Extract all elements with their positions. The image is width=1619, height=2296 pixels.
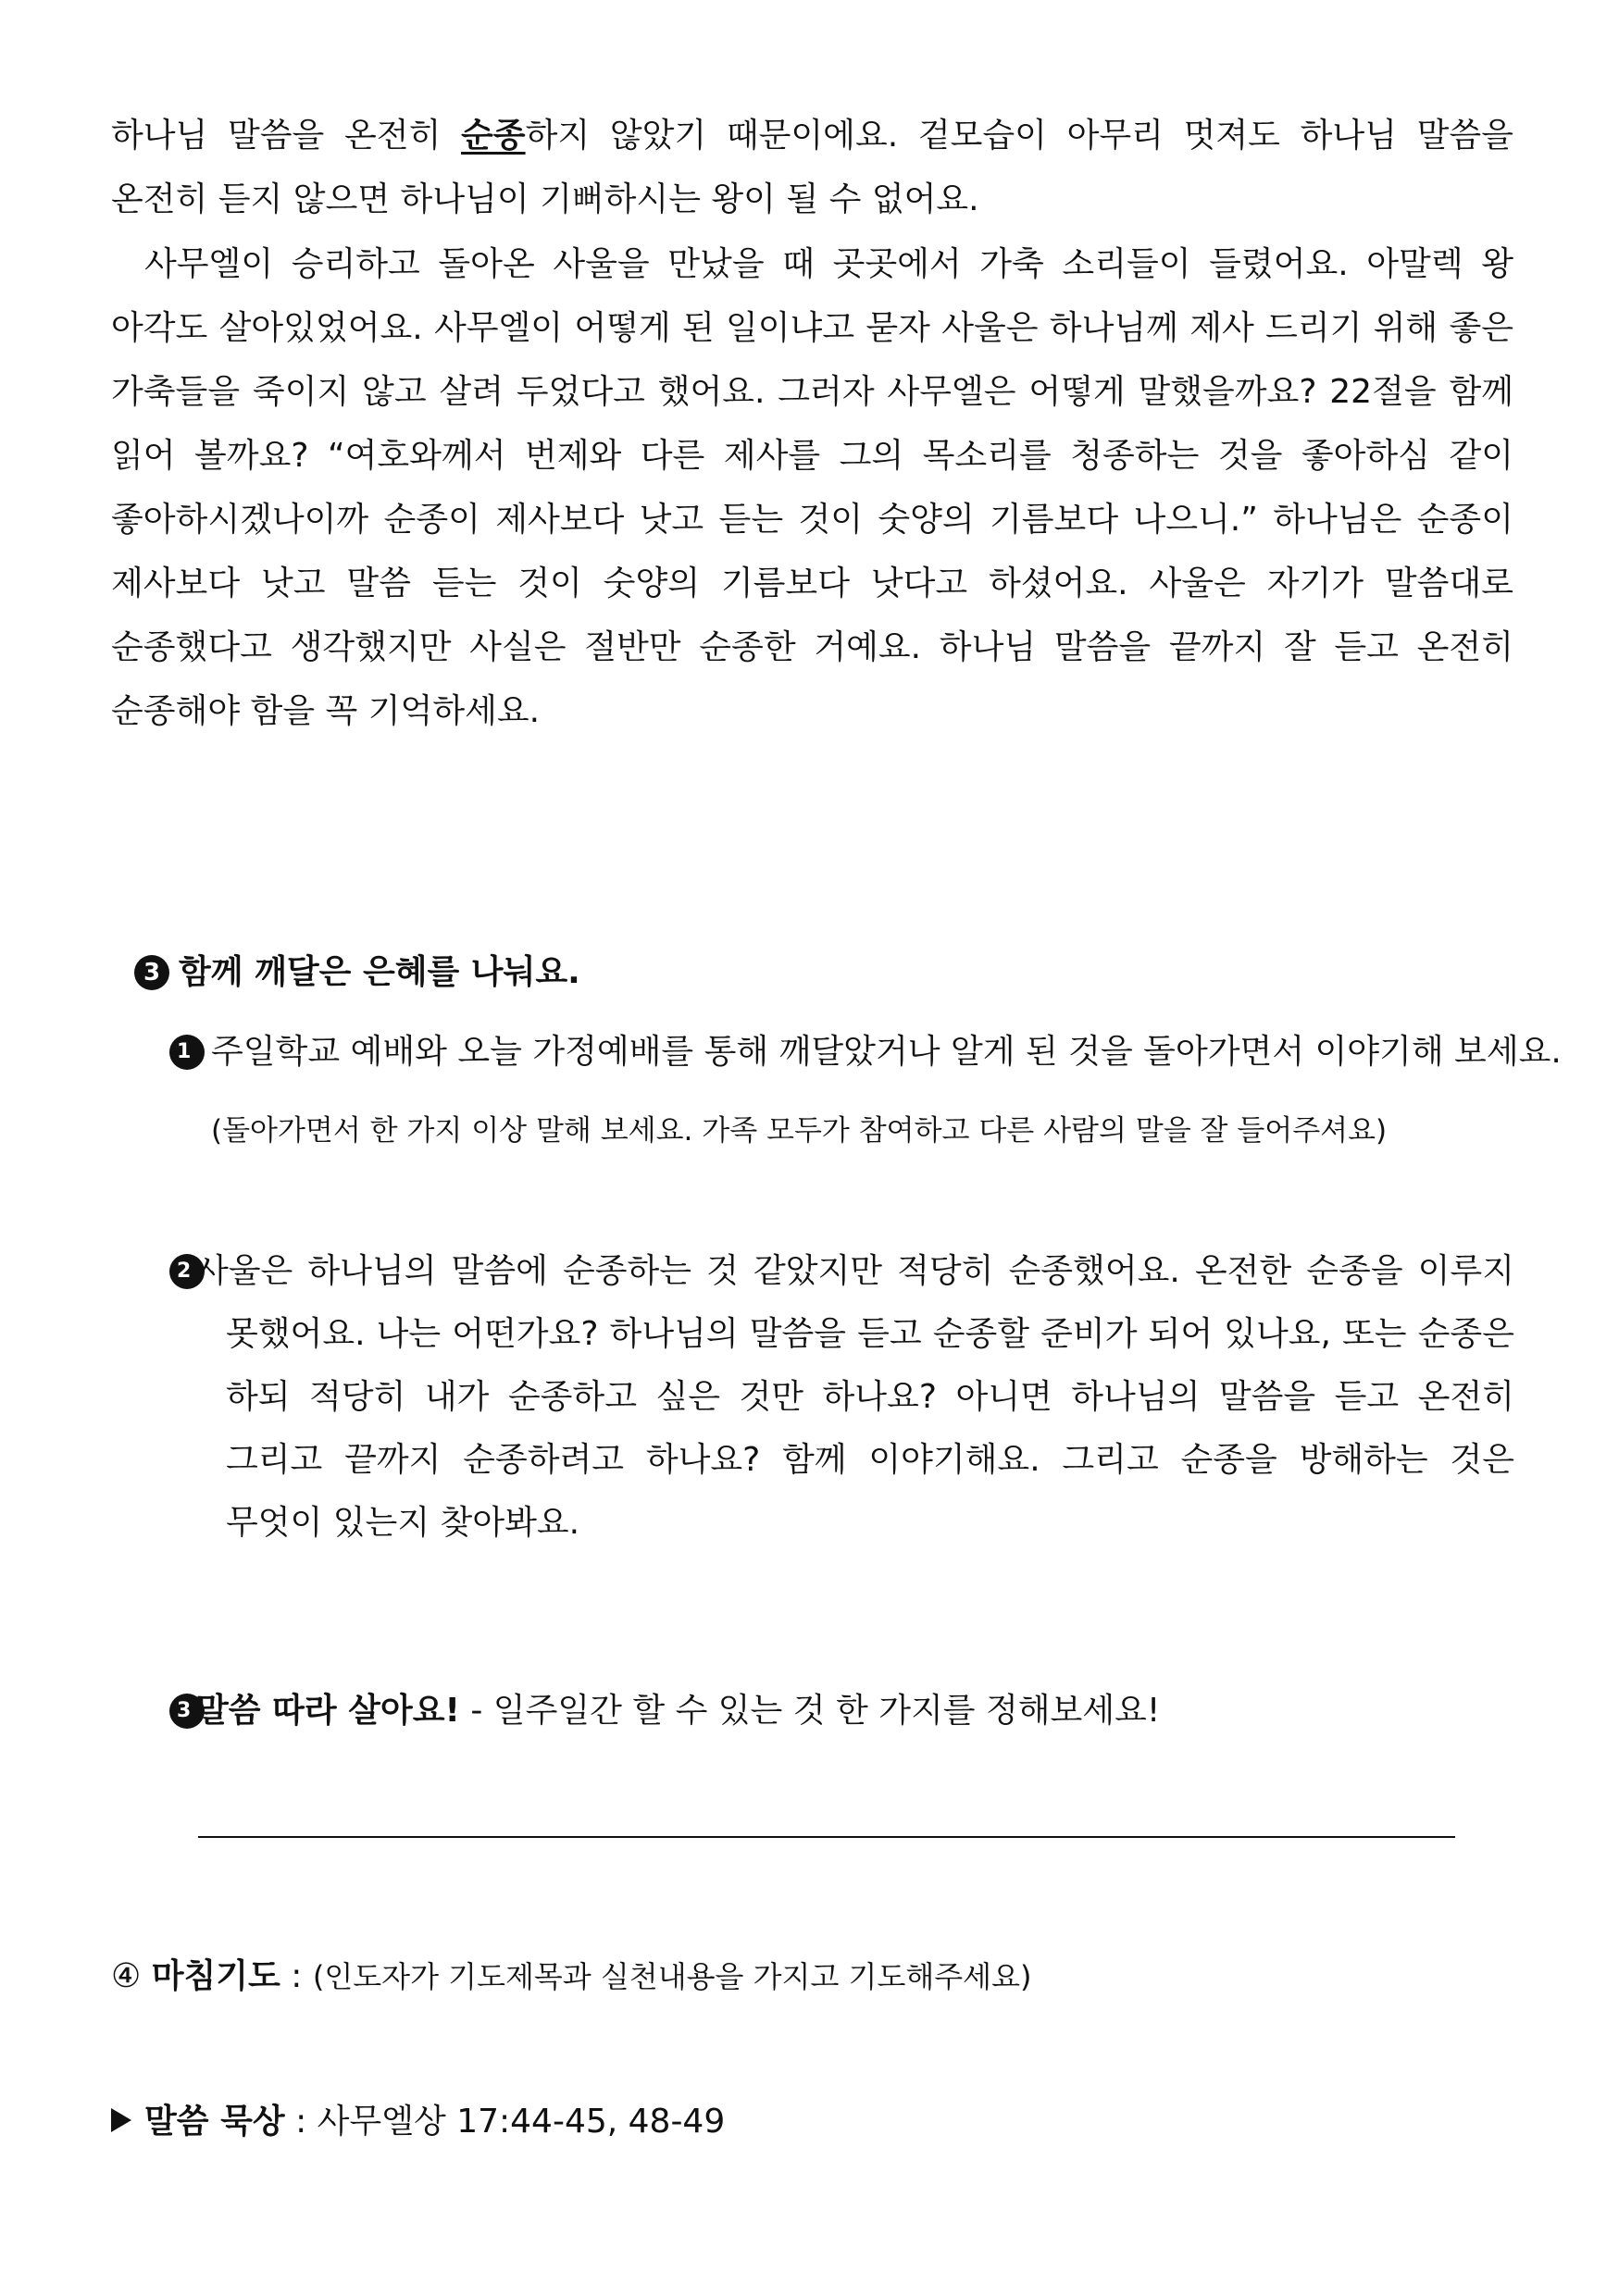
story-text: 하나님 말씀을 온전히 bbox=[111, 117, 462, 155]
question-1-note: (돌아가면서 한 가지 이상 말해 보세요. 가족 모두가 참여하고 다른 사람의 말을 잘 들어주셔요) bbox=[211, 1114, 1388, 1148]
story-text: 사무엘이 승리하고 돌아온 사울을 만났을 때 곳곳에서 가축 소리들이 들렸어요. 아말렉 왕 아각도 살아있었어요. 사무엘이 어떻게 된 일이냐고 묻자 사울은 하나님께 제사 드리기 위해 좋은 가축들을 죽이지 않고 살려 두었다고 했어요. 그러자 사무엘은 어떻게 말했을까요? 22절을 함께 읽어 볼까요? “여호와께서 번제와 다른 제사를 그의 목소리를 청종하는 것을 좋아하심 같이 좋아하시겠나이까 순종이 제사보다 낫고 듣는 것이 숫양의 기름보다 나으니.” 하나님은 순종이 제사보다 낫고 말씀 듣는 것이 숫양의 기름보다 낫다고 하셨어요. 사울은 자기가 말씀대로 순종했다고 생각했지만 사실은 절반만 순종한 거예요. 하나님 말씀을 끝까지 잘 듣고 온전히 순종해야 함을 꼭 기억하세요. bbox=[111, 245, 1513, 730]
story-paragraph-2 bbox=[111, 232, 1513, 743]
story-text: 하지 않았기 때문이에요. 겉모습이 아무리 멋져도 하나님 말씀을 온전히 듣지 않으면 하나님이 기뻐하시는 왕이 될 수 없어요. bbox=[111, 117, 1513, 218]
section-heading-3 bbox=[134, 949, 580, 996]
question-number-badge: 3 bbox=[169, 1694, 188, 1729]
colon: : bbox=[280, 1957, 313, 1995]
colon: : bbox=[284, 2103, 318, 2141]
section-note: (인도자가 기도제목과 실천내용을 가지고 기도해주세요) bbox=[312, 1959, 1032, 1994]
section-title: 함께 깨달은 은혜를 나눠요. bbox=[179, 953, 580, 991]
meditation-title: 말씀 묵상 bbox=[144, 2103, 285, 2141]
meditation-line bbox=[111, 2099, 725, 2145]
answer-line bbox=[198, 1836, 1455, 1838]
triangle-bullet-icon bbox=[111, 2108, 131, 2132]
story-paragraph-1 bbox=[111, 104, 1513, 231]
question-number-badge: 2 bbox=[169, 1254, 188, 1289]
question-2: 사울은 하나님의 말씀에 순종하는 것 같았지만 적당히 순종했어요. 온전한 순종을 이루지 못했어요. 나는 어떤가요? 하나님의 말씀을 듣고 순종할 준비가 되어 있나요, 또는 순종은 하되 적당히 내가 순종하고 싶은 것만 하나요? 아니면 하나님의 말씀을 듣고 온전히 그리고 끝까지 순종하려고 하나요? 함께 이야기해요. 그리고 순종을 방해하는 것은 무엇이 있는지 찾아봐요. bbox=[196, 1252, 1514, 1542]
number-badge: 3 bbox=[134, 955, 169, 990]
question-number-badge: 1 bbox=[169, 1035, 188, 1070]
meditation-text: 사무엘상 17:44-45, 48-49 bbox=[317, 2103, 726, 2141]
section-title: 마침기도 bbox=[151, 1957, 280, 1995]
question-1: 주일학교 예배와 오늘 가정예배를 통해 깨달았거나 알게 된 것을 돌아가면서 이야기해 보세요. bbox=[211, 1033, 1562, 1071]
section-heading-4 bbox=[111, 1954, 1032, 2000]
question-3-text: - 일주일간 할 수 있는 것 한 가지를 정해보세요! bbox=[459, 1692, 1161, 1730]
question-3 bbox=[196, 1680, 1160, 1743]
emphasis-word: 순종 bbox=[461, 117, 526, 155]
question-3-title: 말씀 따라 살아요! bbox=[196, 1692, 460, 1730]
section-number: ④ bbox=[111, 1957, 142, 1995]
